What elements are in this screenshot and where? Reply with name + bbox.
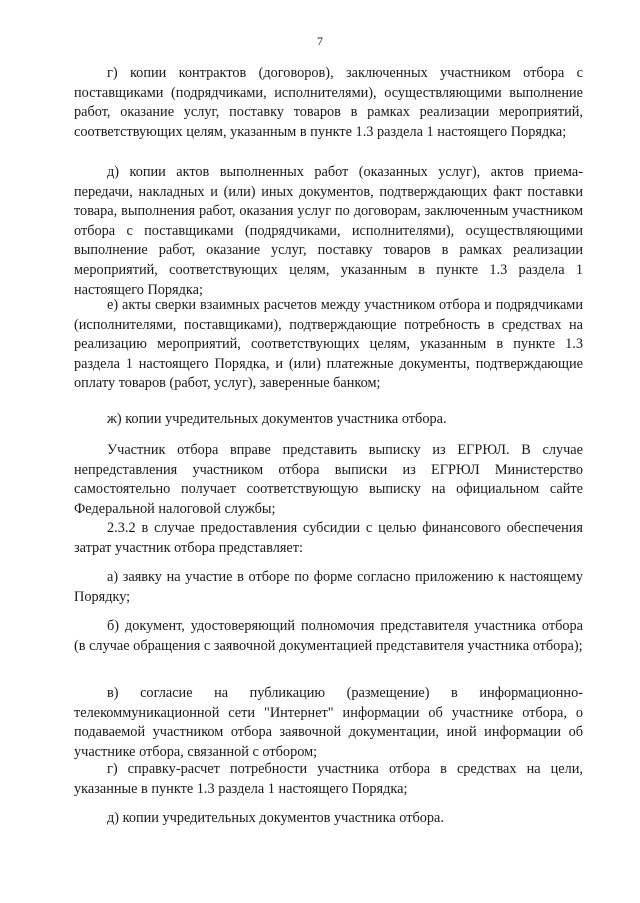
paragraph-b-authority-document: б) документ, удостоверяющий полномочия представителя участника отбора (в случае обращения с заявочной документацией представителя участника отбора); [74,618,583,654]
paragraph-egrul-extract: Участник отбора вправе представить выписку из ЕГРЮЛ. В случае непредставления участником отбора выписки из ЕГРЮЛ Министерство самостоятельно получает соответствующую выписку на официальном сайте Федеральной налоговой службы; [74,442,583,517]
paragraph-a-application: а) заявку на участие в отборе по форме согласно приложению к настоящему Порядку; [74,569,583,605]
paragraph-e-reconciliation: е) акты сверки взаимных расчетов между участником отбора и подрядчиками (исполнителями, поставщиками), подтверждающие потребность в средствах на реализацию мероприятий, соответствующих целям, указанным в пункте 1.3 раздела 1 настоящего Порядка, и (или) платежные документы, подтверждающие оплату товаров (работ, услуг), заверенные банком; [74,297,583,392]
paragraph-g-contracts: г) копии контрактов (договоров), заключенных участником отбора с поставщиками (подрядчиками, исполнителями), осуществляющими выполнение работ, оказание услуг, поставку товаров в рамках реализации мероприятий, соответствующих целям, указанным в пункте 1.3 раздела 1 настоящего Порядка; [74,65,583,140]
paragraph-2-3-2: 2.3.2 в случае предоставления субсидии с целью финансового обеспечения затрат участник отбора представляет: [74,520,583,556]
page-number: 7 [317,34,323,48]
paragraph-zh-founding-docs: ж) копии учредительных документов участника отбора. [107,411,447,427]
paragraph-v-consent: в) согласие на публикацию (размещение) в информационно-телекоммуникационной сети "Интернет" информации об участнике отбора, о подаваемой участником отбора заявочной документации, иной информации об участнике отбора, связанной с отбором; [74,685,583,760]
paragraph-g-calculation: г) справку-расчет потребности участника отбора в средствах на цели, указанные в пункте 1.3 раздела 1 настоящего Порядка; [74,761,583,797]
paragraph-d-acts: д) копии актов выполненных работ (оказанных услуг), актов приема-передачи, накладных и (или) иных документов, подтверждающих факт поставки товара, выполнения работ, оказания услуг по договорам, заключенным участником отбора с поставщиками (подрядчиками, исполнителями), осуществляющими выполнение работ, оказание услуг, поставку товаров в рамках реализации мероприятий, соответствующих целям, указанным в пункте 1.3 раздела 1 настоящего Порядка; [74,164,583,298]
paragraph-d-founding-docs: д) копии учредительных документов участника отбора. [107,810,444,826]
